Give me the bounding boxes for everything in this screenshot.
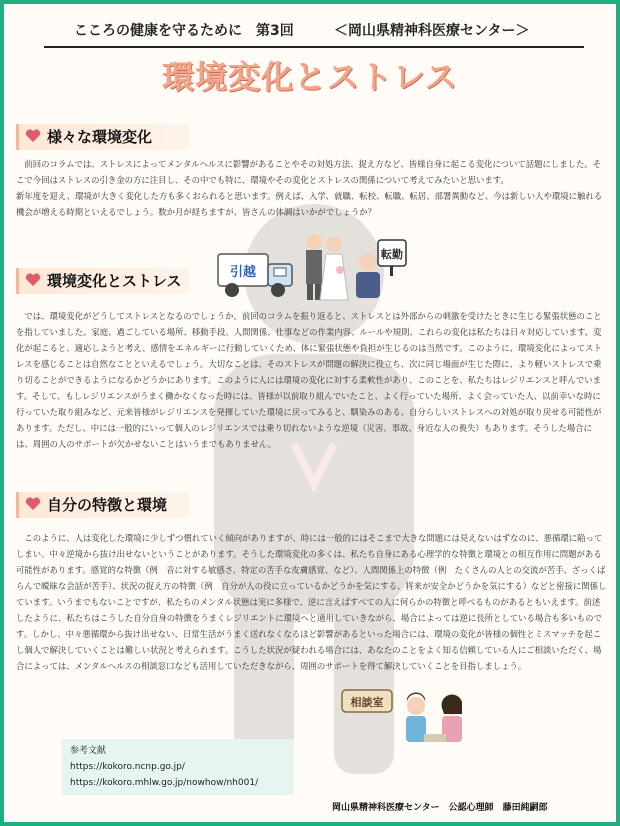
section-heading-various-changes [16, 124, 189, 150]
paragraph: 新年度を迎え、環境が大きく変化した方も多くおられると思います。例えば、入学、就職、転校、転職、転居、部署異動など、今は新しい人や環境に触れる機会が増える時期といえるでしょう。数か月が経ちますが、皆さんの体調はいかがでしょうか？ [16, 191, 603, 217]
consultation-room-sign: 相談室 [350, 696, 384, 709]
section-heading-change-and-stress [16, 268, 189, 294]
heart-icon [25, 129, 41, 143]
reference-link[interactable]: https://kokoro.mhlw.go.jp/nowhow/nh001/ [70, 778, 259, 788]
references-heading: 参考文献 [70, 746, 107, 756]
section-heading-text: 環境変化とストレス [47, 272, 182, 290]
paragraph: 前回のコラムでは、ストレスによってメンタルヘルスに影響があることやその対処方法、捉え方など、皆様自身に起こる変化について話題にしました。そこで今回はストレスの引き金の方に注目し、その中でも特に、環境やその変化とストレスの関係について考えてみたいと思います。 [16, 159, 602, 185]
organization-label: ＜岡山県精神科医療センター＞ [334, 23, 530, 39]
heart-icon [25, 497, 41, 511]
page-header [44, 18, 584, 48]
column-series-label: こころの健康を守るために 第3回 [74, 23, 294, 39]
transfer-sign: 転勤 [381, 248, 403, 261]
author-credit: 岡山県精神科医療センター 公認心理師 藤田純嗣郎 [332, 803, 548, 813]
references-box [62, 739, 294, 795]
section-body [16, 530, 608, 674]
section-body [16, 308, 608, 452]
section-heading-text: 自分の特徴と環境 [47, 496, 168, 514]
heart-icon [25, 273, 41, 287]
paragraph: では、環境変化がどうしてストレスとなるのでしょうか。前回のコラムを振り返ると、ストレスとは外部からの刺激を受けたときに生じる緊張状態のことを指していました。家庭、過ごしている場所、移動手段、人間関係、仕事などの作業内容、ルールや規則、これらの変化は私たちは日々対応しています。変化が起こると、適応しようと考え、感情をエネルギーに行動していくため、体に緊張状態や負担が生じるのは当然です。このように、環境変化によってストレスを感じることは自然なことといえるでしょう。大切なことは、そのストレスが問題の解決に役立ち、次に同じ場面が生じた際に、より軽いストレスで乗り切ることができるようになるかどうかにあります。このように人には環境の変化に対する柔軟性があり、このことを、私たちはレジリエンスと呼んでいます。そして、もしレジリエンスがうまく働かなくなった時には、皆様が以前取り組んでいたこと、よく行っていた場所、よく会っていた人、以前幸いな時に行っていた取り組みなど、元来皆様がレジリエンスを発揮していた環境に戻ってみると、馴染みのある、自分らしいストレスへの対処が取り戻せる可能性があります。ただし、中には一般的にいって個人のレジリエンスでは乗り切れないような逆境（災害、事故、身近な人の喪失）もあります。そうした場合には、周囲の人のサポートが欠かせないことはいうまでもありません。 [16, 311, 602, 449]
reference-link[interactable]: https://kokoro.ncnp.go.jp/ [70, 762, 185, 772]
paragraph: このように、人は変化した環境に少しずつ慣れていく傾向がありますが、時には一般的にはそこまで大きな問題には見えないはずなのに、悪循環に陥ってしまい、中々逆境から抜け出せないということがあります。そうした環境変化の多くは、私たち自身にある心理学的な特徴と環境との相互作用に問題がある可能性があります。感覚的な特徴（例 音に対する敏感さ、特定の苦手な皮膚感覚、など）、人間関係上の特徴（例 たくさんの人との交流が苦手、ざっくばらんで曖昧な会話が苦手）、状況の捉え方の特徴（例 自分が人の役に立っているかどうかを気にする、将来が安全かどうかを気にする）などと密接に関係しています。いうまでもないことですが、私たちのメンタル状態は実に多様で、逆に言えばすべての人に何らかの特徴と呼べるものがあるともいえます。前述したように、私たちはこうした自分自身の特徴をうまくレジリエントに環境へと適用していきながら、場合によっては逆に長所としている場合も多いものです。しかし、中々悪循環から抜け出せない、日常生活がうまく送れなくなるほど影響があるといった場合には、環境の変化が皆様の個性とミスマッチを起こし個人で解決していくことは難しい状況と考えられます。こうした状況が疑われる場合には、あなたのことをよく知る信頼している人にご相談いただく、場合によっては、メンタルヘルスの相談窓口なども活用していただきながら、周囲のサポートを得て解決していくことを目指しましょう。 [16, 533, 607, 671]
section-body [16, 156, 608, 220]
moving-truck-illustration [216, 250, 296, 300]
job-transfer-illustration [352, 236, 410, 300]
section-heading-text: 様々な環境変化 [47, 128, 153, 146]
moving-sign: 引越 [229, 265, 257, 280]
page-title: 環境変化とストレス [161, 58, 459, 96]
wedding-couple-illustration [300, 230, 350, 302]
consultation-room-illustration [340, 684, 482, 748]
section-heading-self-traits [16, 492, 189, 518]
